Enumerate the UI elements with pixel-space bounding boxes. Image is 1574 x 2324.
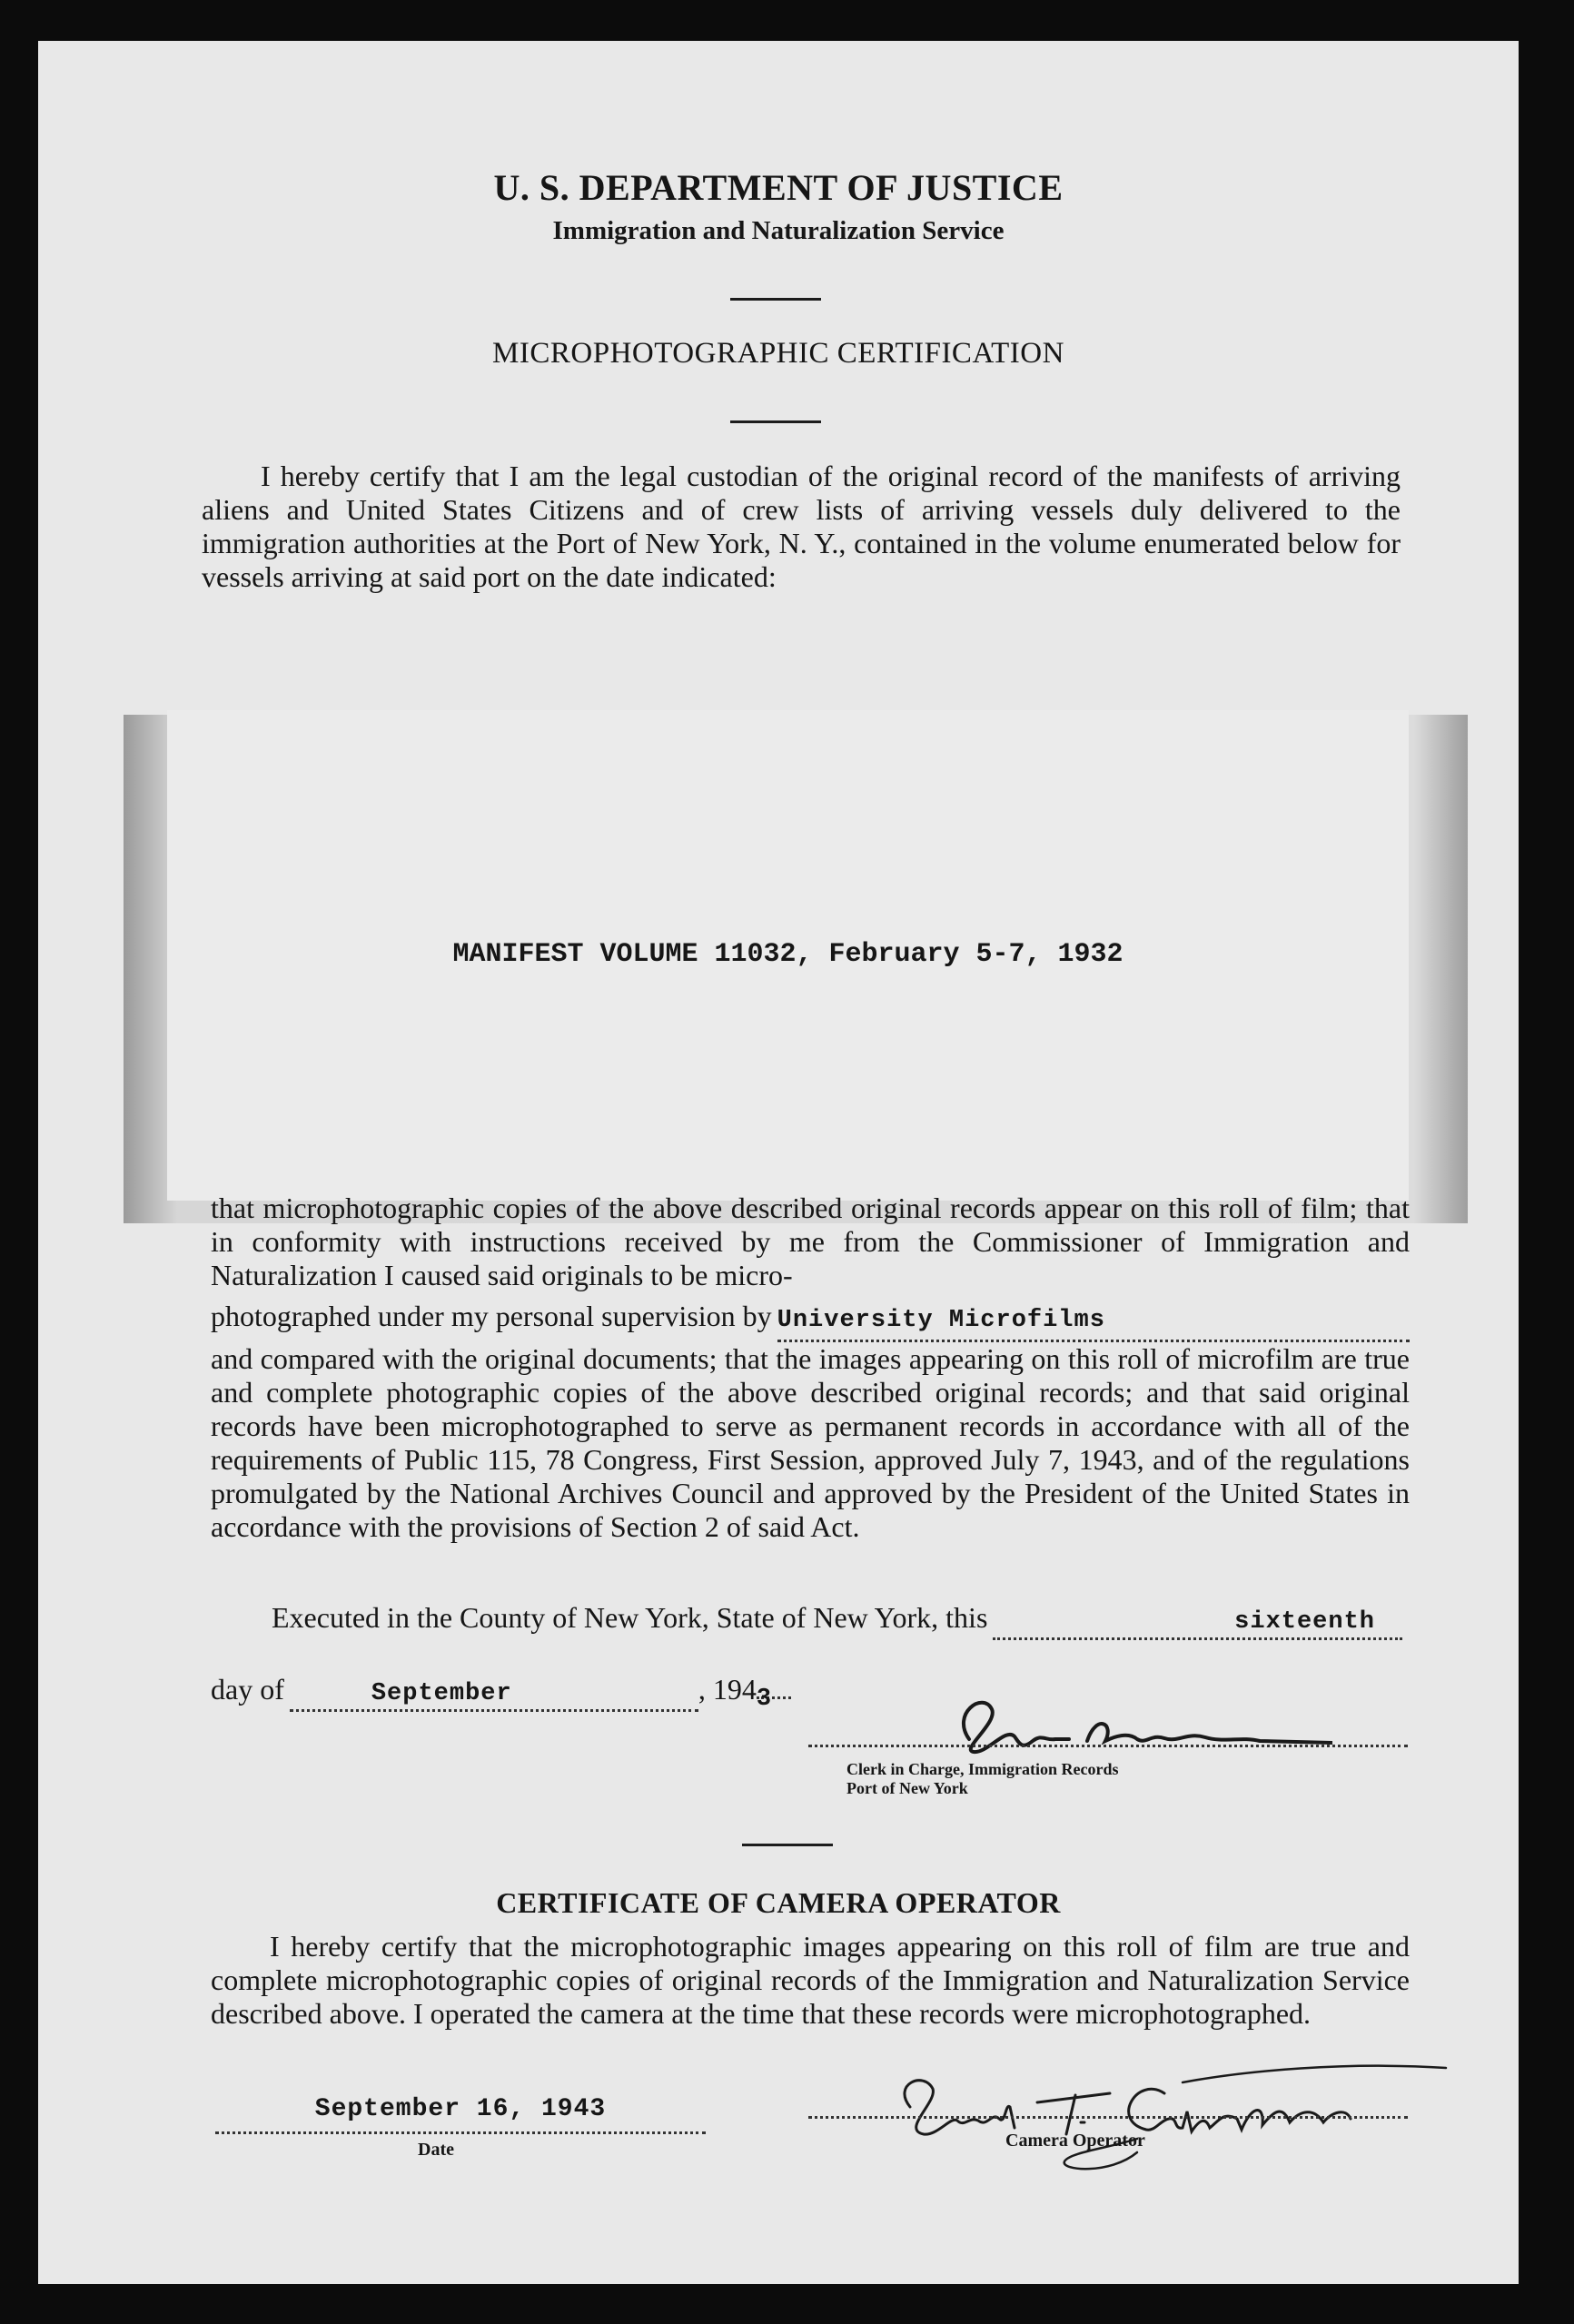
year-digit: 3 xyxy=(756,1686,773,1713)
day-of-label: day of xyxy=(211,1673,284,1706)
year-prefix: , 194 xyxy=(698,1673,757,1706)
body-paragraph xyxy=(211,1192,1410,1544)
camera-operator-paragraph: I hereby certify that the microphotographic images appearing on this roll of film are true and complete microphotographic copies of original records of the Immigration and Naturalization Service described above. I operated the camera at the time that these records were microphotographed. xyxy=(211,1930,1410,2030)
department-heading: U. S. DEPARTMENT OF JUSTICE xyxy=(493,167,1064,208)
month-value: September xyxy=(371,1680,512,1707)
body-lines-after-fill: and compared with the original documents; that the images appearing on this roll of microfilm are true and complete photographic copies of the above described original records; and that said original records have been microphotographed to serve as permanent records in accordance with all of the requirements of Public 115, 78 Congress, First Session, approved July 7, 1943, and of the regulations promulgated by the National Archives Council and approved by the President of the United States in accordance with the provisions of Section 2 of said Act. xyxy=(211,1342,1410,1543)
date-label: Date xyxy=(418,2140,454,2160)
date-line xyxy=(215,2131,706,2134)
manifest-card xyxy=(167,710,1409,1201)
executed-line xyxy=(272,1601,1402,1640)
photographed-prefix: photographed under my personal supervision by xyxy=(211,1300,772,1332)
certificate-page xyxy=(38,41,1519,2284)
photographed-by-field[interactable] xyxy=(777,1300,1410,1342)
intro-paragraph: I hereby certify that I am the legal custodian of the original record of the manifests of arriving aliens and United States Citizens and of crew lists of arriving vessels duly delivered to the immigration authorities at the Port of New York, N. Y., contained in the volume enumerated below for vessels arriving at said port on the date indicated: xyxy=(202,460,1401,593)
service-subheading: Immigration and Naturalization Service xyxy=(552,216,1005,245)
clerk-signature-icon xyxy=(933,1686,1332,1768)
photographed-by-line xyxy=(211,1300,1410,1342)
camera-operator-title: CERTIFICATE OF CAMERA OPERATOR xyxy=(496,1886,1061,1919)
clerk-title xyxy=(846,1760,1118,1798)
photographed-by-value: University Microfilms xyxy=(777,1307,1105,1334)
year-field[interactable] xyxy=(756,1686,791,1713)
day-value: sixteenth xyxy=(1234,1608,1375,1636)
camera-operator-signature-icon xyxy=(837,2021,1473,2175)
month-field[interactable] xyxy=(290,1673,698,1712)
executed-prefix: Executed in the County of New York, State of New York, this xyxy=(272,1601,988,1634)
camera-operator-signature-line xyxy=(808,2116,1408,2119)
manifest-volume-text: MANIFEST VOLUME 11032, February 5-7, 1932 xyxy=(452,939,1124,970)
camera-divider xyxy=(742,1844,833,1846)
clerk-signature-line xyxy=(808,1745,1408,1747)
camera-operator-label: Camera Operator xyxy=(1005,2131,1145,2151)
header-divider-bottom xyxy=(730,420,821,423)
day-field[interactable] xyxy=(993,1601,1402,1640)
header-divider-top xyxy=(730,298,821,301)
certification-title: MICROPHOTOGRAPHIC CERTIFICATION xyxy=(492,337,1064,370)
day-of-line xyxy=(211,1673,883,1712)
clerk-title-line2: Port of New York xyxy=(846,1779,968,1797)
clerk-title-line1: Clerk in Charge, Immigration Records xyxy=(846,1760,1119,1778)
date-field[interactable] xyxy=(215,2095,706,2123)
date-value: September 16, 1943 xyxy=(314,2095,607,2123)
body-lines-before-fill: that microphotographic copies of the above described original records appear on this roll of film; that in conformity with instructions received by me from the Commissioner of Immigration and Naturalization I caused said originals to be micro- xyxy=(211,1192,1410,1291)
